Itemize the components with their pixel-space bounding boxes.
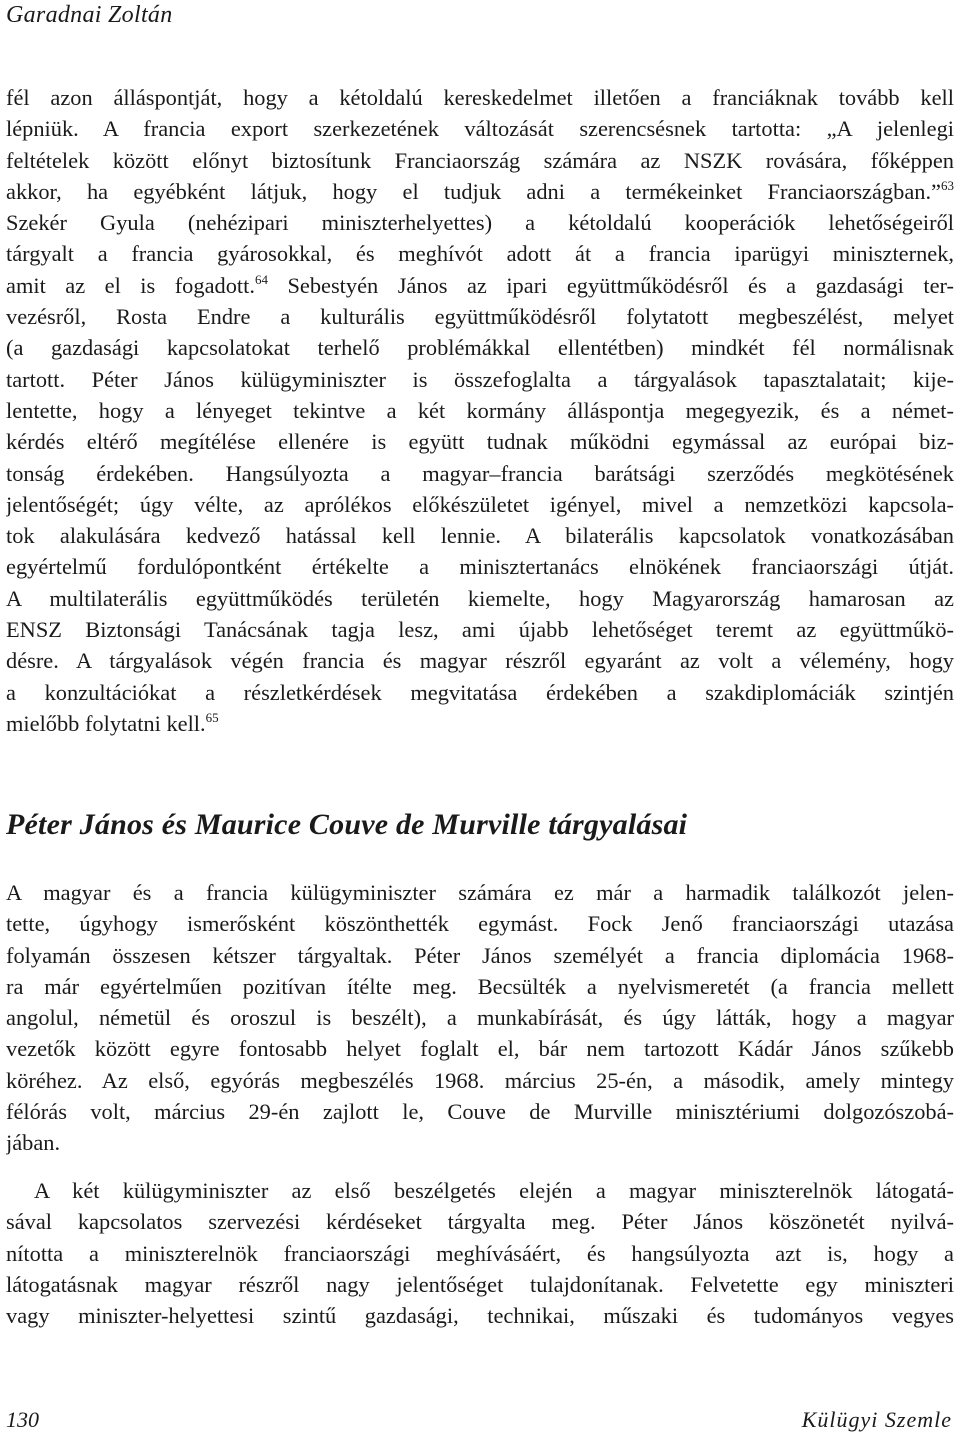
footnote-ref-63: 63 bbox=[941, 177, 954, 193]
running-head-author: Garadnai Zoltán bbox=[6, 2, 173, 28]
text-line: tok alakulására kedvező hatással kell lennie. A bilaterális kapcsolatok vonatkozásában bbox=[6, 523, 954, 549]
text-line: sával kapcsolatos szervezési kérdéseket tárgyalta meg. Péter János köszönetét nyilvá- bbox=[6, 1209, 954, 1235]
text-line: lentette, hogy a lényeget tekintve a két kormány álláspontja megegyezik, és a német- bbox=[6, 397, 954, 423]
text-line: látogatásnak magyar részről nagy jelentőséget tulajdonítanak. Felvetette egy miniszteri bbox=[6, 1271, 954, 1297]
text-line: vezetők között egyre fontosabb helyet foglalt el, bár nem tartozott Kádár János szűkebb bbox=[6, 1036, 954, 1062]
text-line: ENSZ Biztonsági Tanácsának tagja lesz, ami újabb lehetőséget teremt az együttműkö- bbox=[6, 617, 954, 643]
text-line: jelentőségét; úgy vélte, az aprólékos előkészületet igényel, mivel a nemzetközi kapcsola- bbox=[6, 491, 954, 517]
text-line-with-footnote bbox=[6, 708, 954, 739]
text-line-with-footnote bbox=[6, 270, 954, 301]
text-line: Szekér Gyula (nehézipari miniszterhelyettes) a kétoldalú kooperációk lehetőségeiről bbox=[6, 210, 954, 236]
text-line: a konzultációkat a részletkérdések megvitatása érdekében a szakdiplomáciák szintjén bbox=[6, 679, 954, 705]
text-line: tartott. Péter János külügyminiszter is összefoglalta a tárgyalások tapasztalatait; kije- bbox=[6, 366, 954, 392]
text-line: folyamán összesen kétszer tárgyaltak. Péter János személyét a francia diplomácia 1968- bbox=[6, 942, 954, 968]
paragraph-first bbox=[6, 877, 954, 1159]
text-line: fél azon álláspontját, hogy a kétoldalú kereskedelmet illetően a franciáknak tovább kell bbox=[6, 85, 954, 110]
text-line: tette, úgyhogy ismerősként köszönthették egymást. Fock Jenő franciaországi utazása bbox=[6, 911, 954, 937]
text-line: angolul, németül és oroszul is beszélt), a munkabírását, és úgy látták, hogy a magyar bbox=[6, 1005, 954, 1031]
text-line: ra már egyértelműen pozitívan ítélte meg. Becsülték a nyelvismeretét (a francia mellett bbox=[6, 973, 954, 999]
page-number: 130 bbox=[6, 1407, 39, 1432]
paragraph-intro bbox=[6, 82, 954, 739]
text-segment: mielőbb folytatni kell. bbox=[6, 710, 206, 736]
text-line: lépniük. A francia export szerkezetének változását szerencsésnek tartotta: „A jelenlegi bbox=[6, 116, 954, 142]
text-line: A két külügyminiszter az első beszélgetés elején a magyar miniszterelnök látogatá- bbox=[34, 1178, 954, 1203]
text-line: nította a miniszterelnök franciaországi meghívásáért, és hangsúlyozta azt is, hogy a bbox=[6, 1240, 954, 1266]
text-line: (a gazdasági kapcsolatokat terhelő problémákkal ellentétben) mindkét fél normálisnak bbox=[6, 335, 954, 361]
text-segment: akkor, ha egyébként látjuk, hogy el tudjuk adni a termékeinket Franciaországban.” bbox=[6, 178, 941, 204]
text-line: kérdés eltérő megítélése ellenére is együtt tudnak működni egymással az európai biz- bbox=[6, 429, 954, 455]
text-line: köréhez. Az első, egyórás megbeszélés 1968. március 25-én, a második, amely mintegy bbox=[6, 1067, 954, 1093]
text-line: désre. A tárgyalások végén francia és magyar részről egyaránt az volt a vélemény, hogy bbox=[6, 648, 954, 674]
paragraph-second bbox=[6, 1175, 954, 1331]
section-heading: Péter János és Maurice Couve de Murville tárgyalásai bbox=[6, 808, 688, 841]
text-line: A multilaterális együttműködés területén kiemelte, hogy Magyarország hamarosan az bbox=[6, 585, 954, 611]
text-line: vagy miniszter-helyettesi szintű gazdasági, technikai, műszaki és tudományos vegyes bbox=[6, 1303, 954, 1329]
footnote-ref-65: 65 bbox=[205, 709, 219, 725]
text-segment: Sebestyén János az ipari együttműködésről és a gazdasági ter- bbox=[267, 272, 954, 298]
text-line: egyértelmű fordulópontként értékelte a minisztertanács elnökének franciaországi útját. bbox=[6, 554, 954, 580]
text-line: félórás volt, március 29-én zajlott le, Couve de Murville minisztériumi dolgozószobá- bbox=[6, 1099, 954, 1125]
text-segment: amit az el is fogadott. bbox=[6, 272, 255, 298]
text-line: feltételek között előnyt biztosítunk Franciaország számára az NSZK rovására, főképpen bbox=[6, 147, 954, 173]
text-line-with-footnote bbox=[6, 176, 954, 207]
text-line: tonság érdekében. Hangsúlyozta a magyar–francia barátsági szerződés megkötésének bbox=[6, 460, 954, 486]
footnote-ref-64: 64 bbox=[254, 271, 268, 287]
journal-title: Külügyi Szemle bbox=[801, 1407, 952, 1432]
text-line: A magyar és a francia külügyminiszter számára ez már a harmadik találkozót jelen- bbox=[6, 880, 954, 905]
text-line: tárgyalt a francia gyárosokkal, és meghívót adott át a francia iparügyi miniszternek, bbox=[6, 241, 954, 267]
text-line: jában. bbox=[6, 1130, 61, 1156]
text-line: vezésről, Rosta Endre a kulturális együttműködésről folytatott megbeszélést, melyet bbox=[6, 304, 954, 330]
